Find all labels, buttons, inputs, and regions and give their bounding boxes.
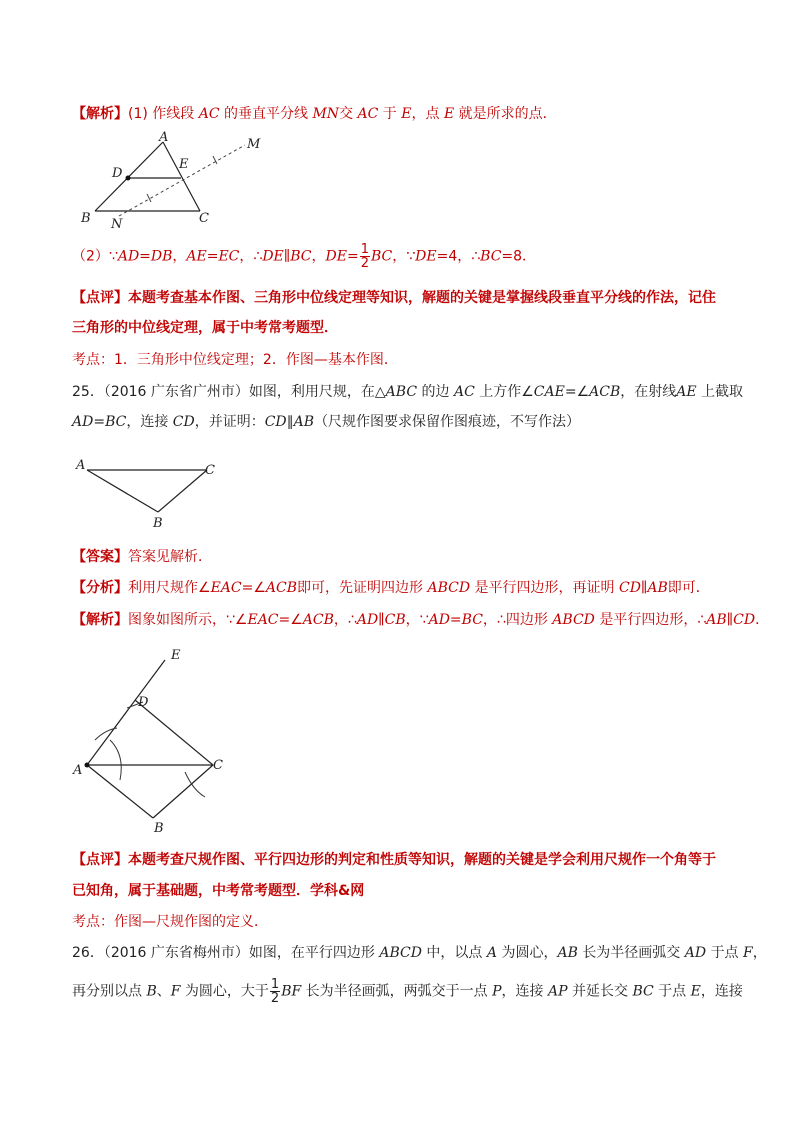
label-B: B (153, 516, 163, 531)
jiexi-25: 【解析】图象如图所示，∵∠EAC=∠ACB，∴AD∥CB，∵AD=BC，∴四边形 ABCD 是平行四边形，∴AB∥CD． (72, 612, 770, 628)
label-A: A (73, 763, 83, 778)
kaodian-1: 考点：1．三角形中位线定理；2．作图—基本作图． (72, 352, 398, 368)
q26-line-1: 26．（2016 广东省梅州市）如图，在平行四边形 ABCD 中，以点 A 为圆心，AB 长为半径画弧交 AD 于点 F， (72, 945, 767, 961)
label-E: E (179, 157, 189, 172)
figure-triangle-perpendicular-bisector (75, 130, 275, 235)
daan-25: 【答案】答案见解析． (72, 549, 212, 565)
fraction-half: $\frac{1}{2}$ (360, 242, 369, 271)
figure-parallelogram-construction (65, 640, 255, 840)
label-A: A (159, 130, 169, 145)
label-C: C (199, 211, 209, 226)
figure-triangle-abc (72, 455, 222, 535)
fenxi-25: 【分析】利用尺规作∠EAC=∠ACB即可，先证明四边形 ABCD 是平行四边形，再证明 CD∥AB即可． (72, 580, 710, 596)
label-M: M (247, 137, 261, 152)
label-B: B (154, 821, 164, 836)
label-C: C (213, 758, 223, 773)
label-D: D (138, 695, 149, 710)
dianping-25-cont: 已知角，属于基础题，中考常考题型．学科&网 (72, 883, 365, 899)
dianping-1-cont: 三角形的中位线定理，属于中考常考题型． (72, 320, 338, 336)
kaodian-25: 考点：作图—尺规作图的定义． (72, 914, 268, 930)
fraction-half: $\frac{1}{2}$ (270, 977, 280, 1006)
q26-line-2: 再分别以点 B、F 为圆心，大于 $\frac{1}{2}$ BF 长为半径画弧，两弧交于一点 P，连接 AP 并延长交 BC 于点 E，连接 (72, 977, 743, 1006)
label-N: N (111, 217, 123, 232)
jiexi-line-2: （2）∵AD=DB，AE=EC，∴DE∥BC，DE= $\frac{1}{2}$ BC，∵DE=4，∴BC=8． (72, 242, 537, 271)
label-B: B (81, 211, 91, 226)
q25-line-2: AD=BC，连接 CD，并证明：CD∥AB（尺规作图要求保留作图痕迹，不写作法） (72, 414, 581, 430)
jiexi-tag: 【解析】 (72, 106, 128, 122)
q25-line-1: 25．（2016 广东省广州市）如图，利用尺规，在△ABC 的边 AC 上方作∠CAE=∠ACB，在射线AE 上截取 (72, 384, 744, 400)
jiexi-line-1: 【解析】(1) 作线段 AC 的垂直平分线 MN交 AC 于 E，点 E 就是所求的点． (72, 106, 557, 122)
label-A: A (76, 458, 86, 473)
label-E: E (171, 648, 181, 663)
label-C: C (205, 463, 215, 478)
dianping-1: 【点评】本题考查基本作图、三角形中位线定理等知识，解题的关键是掌握线段垂直平分线的作法，记住 (72, 290, 716, 306)
label-D: D (112, 166, 123, 181)
dianping-25: 【点评】本题考查尺规作图、平行四边形的判定和性质等知识，解题的关键是学会利用尺规作一个角等于 (72, 852, 716, 868)
